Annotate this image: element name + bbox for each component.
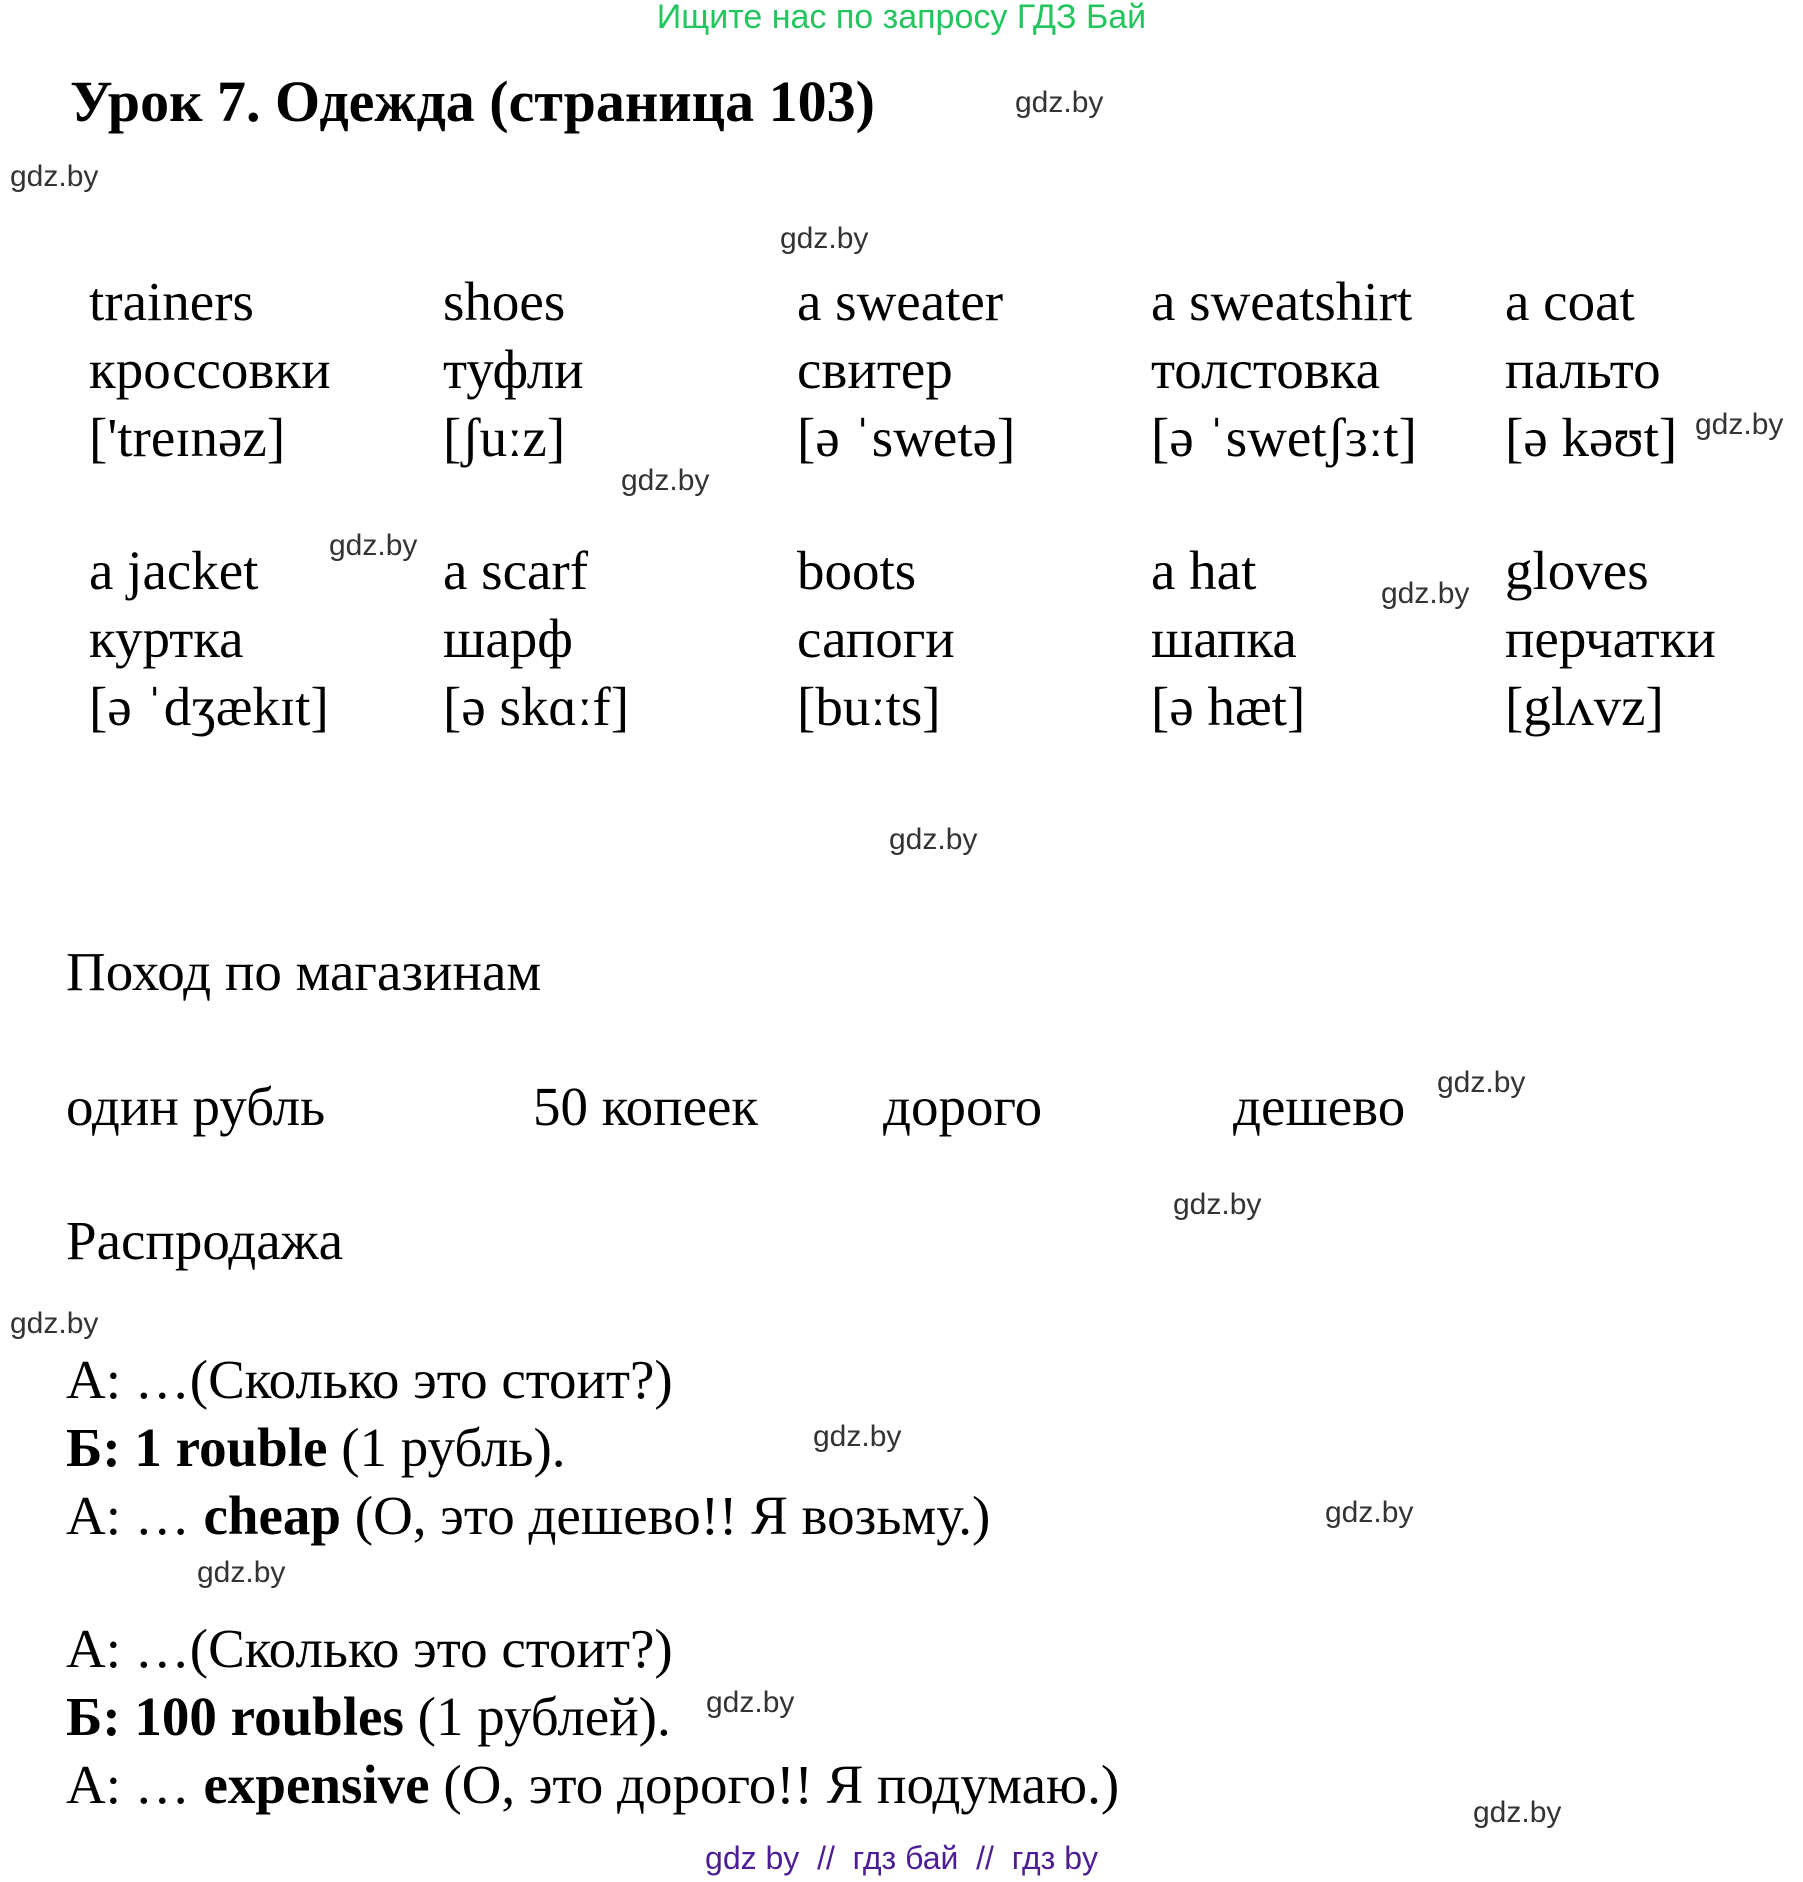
page-title: Урок 7. Одежда (страница 103) <box>70 69 875 134</box>
vocab-item-jacket <box>89 537 439 741</box>
speaker-prefix: А: … <box>66 1754 204 1815</box>
vocab-item-shoes <box>443 268 793 472</box>
vocab-transcription: [ə ˈdʒækɪt] <box>89 676 329 737</box>
vocab-english: a coat <box>1505 271 1635 332</box>
footer-links: gdz by // гдз бай // гдз by <box>705 1840 1098 1876</box>
keyword-bold: expensive <box>203 1754 430 1815</box>
reply-translation: (О, это дешево!! Я возьму.) <box>341 1485 991 1546</box>
vocab-english: boots <box>797 540 917 601</box>
vocab-item-gloves <box>1505 537 1755 741</box>
watermark: gdz.by <box>1695 408 1784 441</box>
speaker-prefix: А: … <box>66 1485 204 1546</box>
vocab-english: a sweater <box>797 271 1004 332</box>
watermark: gdz.by <box>780 222 869 255</box>
vocab-item-sweater <box>797 268 1147 472</box>
watermark: gdz.by <box>329 529 418 562</box>
phrase-expensive: дорого <box>883 1076 1043 1137</box>
watermark: gdz.by <box>889 823 978 856</box>
dialogue-2 <box>66 1615 1119 1819</box>
vocab-russian: пальто <box>1505 339 1661 400</box>
watermark: gdz.by <box>813 1420 902 1453</box>
watermark: gdz.by <box>197 1556 286 1589</box>
vocab-english: a jacket <box>89 540 259 601</box>
watermark: gdz.by <box>1473 1796 1562 1829</box>
vocab-english: shoes <box>443 271 566 332</box>
vocab-transcription: [buːts] <box>797 676 941 737</box>
vocab-transcription: ['treɪnəz] <box>89 407 286 468</box>
watermark: gdz.by <box>1381 577 1470 610</box>
watermark: gdz.by <box>10 1307 99 1340</box>
dialogue-line <box>66 1482 990 1550</box>
vocab-russian: шапка <box>1151 608 1297 669</box>
vocab-item-coat <box>1505 268 1705 472</box>
answer-translation: (1 рублей). <box>403 1686 671 1747</box>
shopping-heading: Поход по магазинам <box>66 941 542 1002</box>
vocab-russian: сапоги <box>797 608 955 669</box>
vocab-russian: свитер <box>797 339 953 400</box>
vocab-english: trainers <box>89 271 254 332</box>
dialogue-1 <box>66 1346 990 1550</box>
vocab-transcription: [ə kəʊt] <box>1505 407 1678 468</box>
vocab-transcription: [ə skɑːf] <box>443 676 630 737</box>
vocab-russian: туфли <box>443 339 584 400</box>
watermark: gdz.by <box>1325 1496 1414 1529</box>
vocab-russian: толстовка <box>1151 339 1381 400</box>
watermark: gdz.by <box>1173 1188 1262 1221</box>
vocab-english: a hat <box>1151 540 1257 601</box>
dialogue-line <box>66 1414 990 1482</box>
watermark: gdz.by <box>1437 1066 1526 1099</box>
vocab-item-boots <box>797 537 1147 741</box>
vocab-english: a sweatshirt <box>1151 271 1413 332</box>
dialogue-line <box>66 1751 1119 1819</box>
vocab-russian: шарф <box>443 608 573 669</box>
phrase-one-rouble: один рубль <box>66 1076 326 1137</box>
phrase-50-kopecks: 50 копеек <box>533 1076 759 1137</box>
vocab-transcription: [glʌvz] <box>1505 676 1664 737</box>
vocab-english: gloves <box>1505 540 1649 601</box>
vocab-russian: куртка <box>89 608 244 669</box>
vocab-transcription: [ə ˈswetʃɜːt] <box>1151 407 1417 468</box>
vocab-item-trainers <box>89 268 439 472</box>
answer-bold: Б: 100 roubles <box>66 1686 404 1747</box>
vocab-transcription: [ə ˈswetə] <box>797 407 1016 468</box>
keyword-bold: cheap <box>203 1485 341 1546</box>
sale-heading: Распродажа <box>66 1210 344 1271</box>
dialogue-line <box>66 1683 1119 1751</box>
watermark: gdz.by <box>1015 86 1104 119</box>
reply-translation: (О, это дорого!! Я подумаю.) <box>429 1754 1120 1815</box>
vocab-russian: перчатки <box>1505 608 1716 669</box>
phrase-cheap: дешево <box>1233 1076 1406 1137</box>
watermark: gdz.by <box>621 464 710 497</box>
vocab-item-scarf <box>443 537 793 741</box>
watermark: gdz.by <box>706 1686 795 1719</box>
answer-bold: Б: 1 rouble <box>66 1417 328 1478</box>
vocab-item-hat <box>1151 537 1501 741</box>
dialogue-line: А: …(Сколько это стоит?) <box>66 1618 673 1679</box>
vocab-item-sweatshirt <box>1151 268 1501 472</box>
vocab-english: a scarf <box>443 540 589 601</box>
answer-translation: (1 рубль). <box>327 1417 566 1478</box>
vocab-transcription: [ə hæt] <box>1151 676 1306 737</box>
vocab-russian: кроссовки <box>89 339 331 400</box>
top-banner: Ищите нас по запросу ГДЗ Бай <box>656 0 1147 36</box>
vocab-transcription: [ʃuːz] <box>443 407 566 468</box>
dialogue-line: А: …(Сколько это стоит?) <box>66 1349 673 1410</box>
watermark: gdz.by <box>10 160 99 193</box>
